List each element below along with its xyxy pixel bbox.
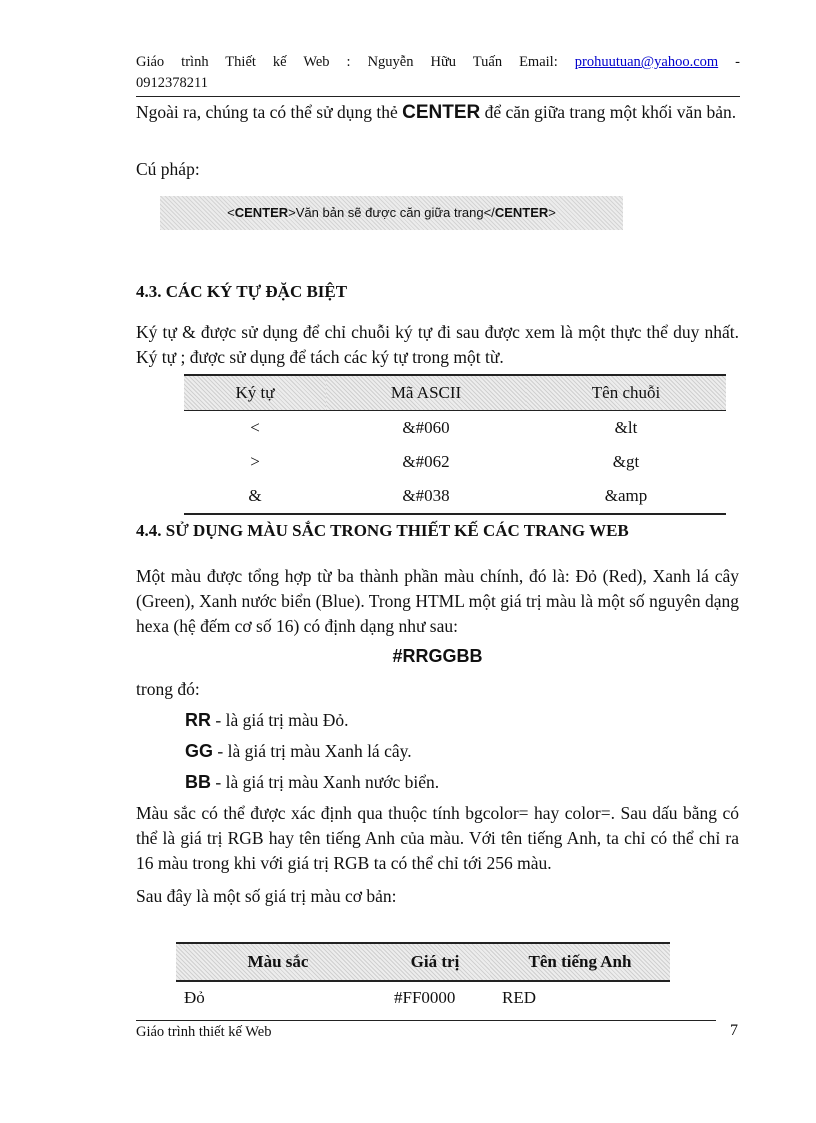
definition-key: RR [185,710,211,730]
section-43-paragraph: Ký tự & được sử dụng để chỉ chuỗi ký tự đi sau được xem là một thực thể duy nhất. Ký tự ; được sử dụng để tách các ký tự trong một từ. [136,322,739,367]
code-open-gt: > [288,205,296,220]
email-link[interactable]: prohuutuan@yahoo.com [574,54,719,70]
intro-post: để căn giữa trang một khối văn bản. [484,102,737,122]
definition-desc: - là giá trị màu Xanh lá cây. [213,741,412,761]
table-cell: &gt [612,452,640,471]
column-header: Tên chuỗi [526,375,726,411]
intro-pre: Ngoài ra, chúng ta có thể sử dụng thẻ [136,102,398,122]
table-row [184,479,726,514]
code-close-lt: </ [483,205,495,220]
running-footer: Giáo trình thiết kế Web [136,1024,272,1040]
column-header: Ký tự [184,375,326,411]
syntax-label: Cú pháp: [136,159,200,179]
definition-desc: - là giá trị màu Xanh nước biển. [211,772,440,792]
definition-item-bb [185,770,439,795]
section-44-paragraph: Một màu được tổng hợp từ ba thành phần màu chính, đó là: Đỏ (Red), Xanh lá cây (Green), Xanh nước biển (Blue). Trong HTML một giá trị màu là một số nguyên dạng hexa (hệ đếm cơ số 16) có định dạng như sau: [136,566,739,636]
intro-paragraph [136,100,739,125]
header-phone: 0912378211 [136,75,208,91]
section-44-paragraph-2: Màu sắc có thể được xác định qua thuộc tính bgcolor= hay color=. Sau dấu bằng có thể là giá trị RGB hay tên tiếng Anh của màu. Với tên tiếng Anh, ta chỉ có thể chỉ ra 16 màu trong khi với giá trị RGB ta có thể chỉ tới 256 màu. [136,803,739,873]
page-number: 7 [730,1022,738,1039]
code-text: Văn bản sẽ được căn giữa trang [295,205,484,220]
table-row [184,411,726,446]
definition-key: GG [185,741,214,761]
code-close-tag: CENTER [494,205,549,220]
special-chars-table [184,374,726,515]
column-header: Tên tiếng Anh [490,943,670,981]
running-header [136,52,740,94]
color-values-table [176,942,670,1014]
column-header: Mã ASCII [326,375,526,411]
column-header: Giá trị [380,943,490,981]
column-header: Màu sắc [176,943,380,981]
section-44-paragraph-3: Sau đây là một số giá trị màu cơ bản: [136,886,397,906]
table-cell: > [250,452,260,471]
table-cell: & [184,479,326,514]
header-dash: - [735,54,740,70]
table-header-row [176,943,670,981]
where-label: trong đó: [136,679,200,699]
header-rule [136,96,740,97]
definition-item-rr [185,708,349,733]
table-header-row [184,375,726,411]
table-cell: < [250,418,260,437]
intro-tag: CENTER [402,102,481,123]
definition-key: BB [185,772,211,792]
table-cell: RED [502,988,536,1007]
table-cell: &lt [614,418,638,437]
footer-rule [136,1020,716,1021]
table-cell: &amp [526,479,726,514]
definition-item-gg [185,739,412,764]
header-text: Giáo trình Thiết kế Web : Nguyễn Hữu Tuấn Email: [136,54,558,70]
code-example [160,196,623,230]
section-43-heading: 4.3. CÁC KÝ TỰ ĐẶC BIỆT [136,282,348,301]
section-44-heading: 4.4. SỬ DỤNG MÀU SẮC TRONG THIẾT KẾ CÁC TRANG WEB [136,521,629,540]
table-cell: &#060 [402,418,450,437]
table-cell: #FF0000 [394,988,456,1007]
table-cell: Đỏ [184,988,205,1007]
table-row [184,445,726,479]
code-open-lt: < [227,205,235,220]
table-cell: &#062 [402,452,450,471]
table-row [176,981,670,1014]
code-open-tag: CENTER [234,205,289,220]
definition-desc: - là giá trị màu Đỏ. [211,710,349,730]
table-cell: &#038 [326,479,526,514]
code-close-gt: > [548,205,556,220]
color-format: #RRGGBB [392,646,483,666]
